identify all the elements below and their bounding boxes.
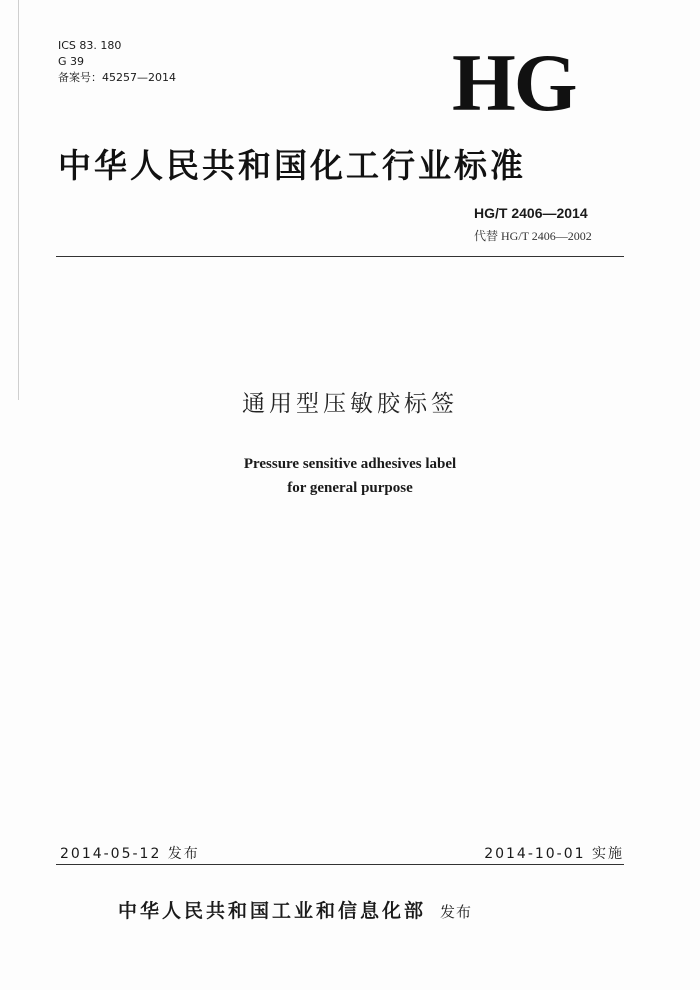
record-number: 备案号：45257—2014 (58, 71, 176, 84)
publisher-name: 中华人民共和国工业和信息化部 (118, 900, 427, 922)
standard-number: HG/T 2406—2014 (474, 205, 588, 221)
issue-date: 2014-05-12 发布 (60, 846, 200, 862)
publish-word: 发布 (440, 903, 473, 921)
title-en-line1: Pressure sensitive adhesives label (243, 456, 457, 472)
scan-edge-line (18, 0, 19, 400)
ics-code: ICS 83. 180 (58, 39, 122, 52)
document-title-cn: 通用型压敏胶标签 (242, 391, 458, 417)
title-en-line2: for general purpose (287, 480, 413, 496)
replaces-standard: 代替 HG/T 2406—2002 (474, 229, 592, 243)
implementation-date: 2014-10-01 实施 (484, 846, 624, 862)
bottom-divider (56, 864, 624, 865)
document-title-en (0, 452, 700, 500)
classification-block (58, 38, 176, 86)
ccs-code: G 39 (58, 55, 85, 68)
top-divider (56, 256, 624, 257)
publisher-line (118, 896, 472, 923)
hg-logo: HG (452, 37, 576, 128)
standard-category-title: 中华人民共和国化工行业标准 (58, 146, 526, 185)
